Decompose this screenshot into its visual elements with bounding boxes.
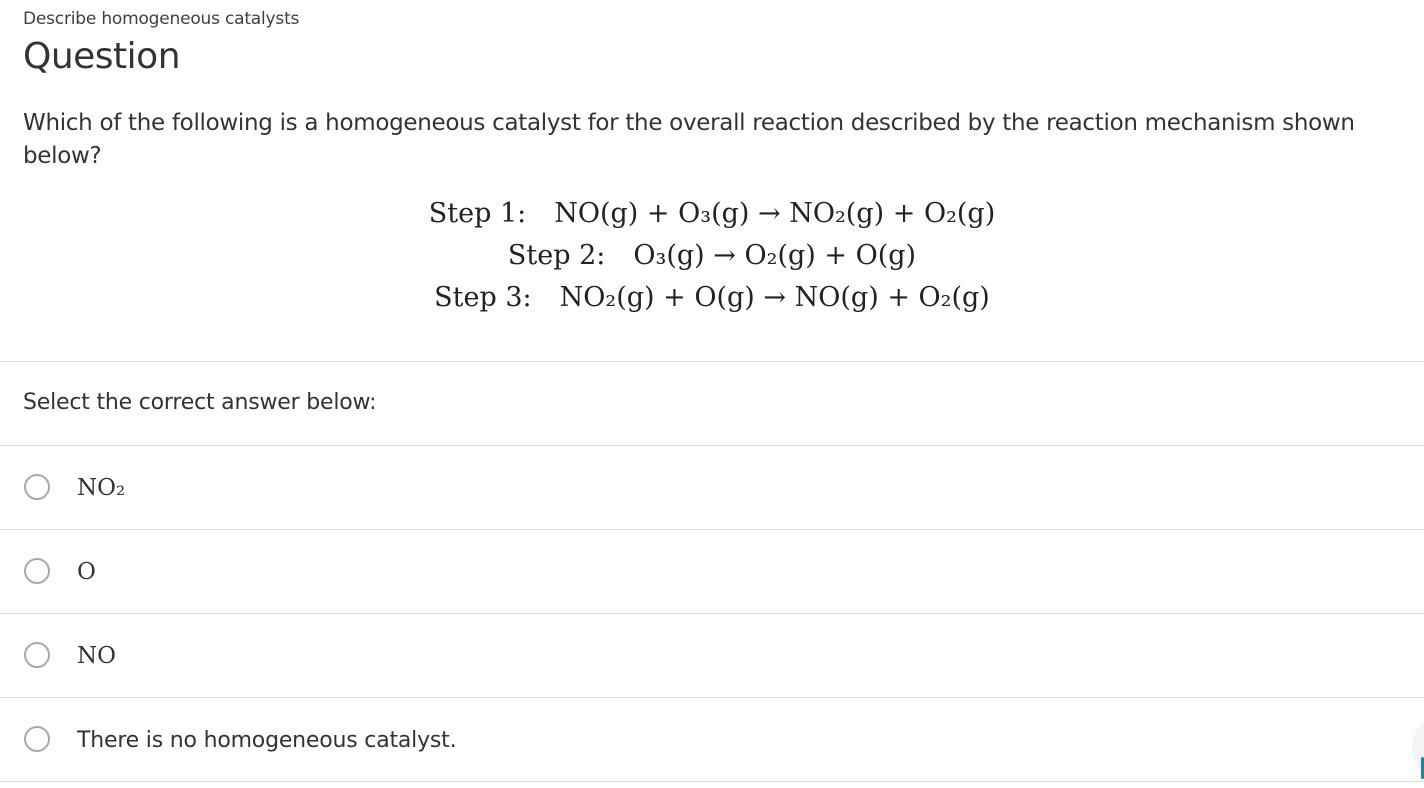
divider <box>0 697 1424 698</box>
mechanism-step-1 <box>0 193 1424 235</box>
radio-button[interactable] <box>24 474 50 500</box>
step-equation: O₃(g) → O₂(g) + O(g) <box>633 240 917 271</box>
divider <box>0 781 1424 782</box>
question-text: Which of the following is a homogeneous catalyst for the overall reaction described by the reaction mechanism shown below? <box>23 110 1355 169</box>
radio-button[interactable] <box>24 642 50 668</box>
step-label: Step 2: <box>507 240 606 271</box>
step-label: Step 3: <box>434 282 532 313</box>
option-label: There is no homogeneous catalyst. <box>77 728 457 753</box>
answer-prompt: Select the correct answer below: <box>23 390 377 415</box>
radio-button[interactable] <box>24 726 50 752</box>
answer-option-none[interactable] <box>0 699 1424 782</box>
step-label: Step 1: <box>428 198 527 229</box>
page-title: Question <box>23 36 181 77</box>
topic-breadcrumb: Describe homogeneous catalysts <box>23 9 300 29</box>
option-label: NO₂ <box>77 475 126 501</box>
answer-option-no2[interactable] <box>0 447 1424 530</box>
option-label: O <box>77 559 96 585</box>
divider <box>0 613 1424 614</box>
mechanism-step-3 <box>0 277 1424 319</box>
radio-button[interactable] <box>24 558 50 584</box>
divider <box>0 361 1424 362</box>
step-equation: NO₂(g) + O(g) → NO(g) + O₂(g) <box>559 282 990 313</box>
divider <box>0 445 1424 446</box>
mechanism-step-2 <box>0 235 1424 277</box>
option-label: NO <box>77 643 116 669</box>
divider <box>0 529 1424 530</box>
answer-option-o[interactable] <box>0 531 1424 614</box>
step-equation: NO(g) + O₃(g) → NO₂(g) + O₂(g) <box>554 198 996 229</box>
answer-option-no[interactable] <box>0 615 1424 698</box>
reaction-mechanism <box>0 193 1424 319</box>
